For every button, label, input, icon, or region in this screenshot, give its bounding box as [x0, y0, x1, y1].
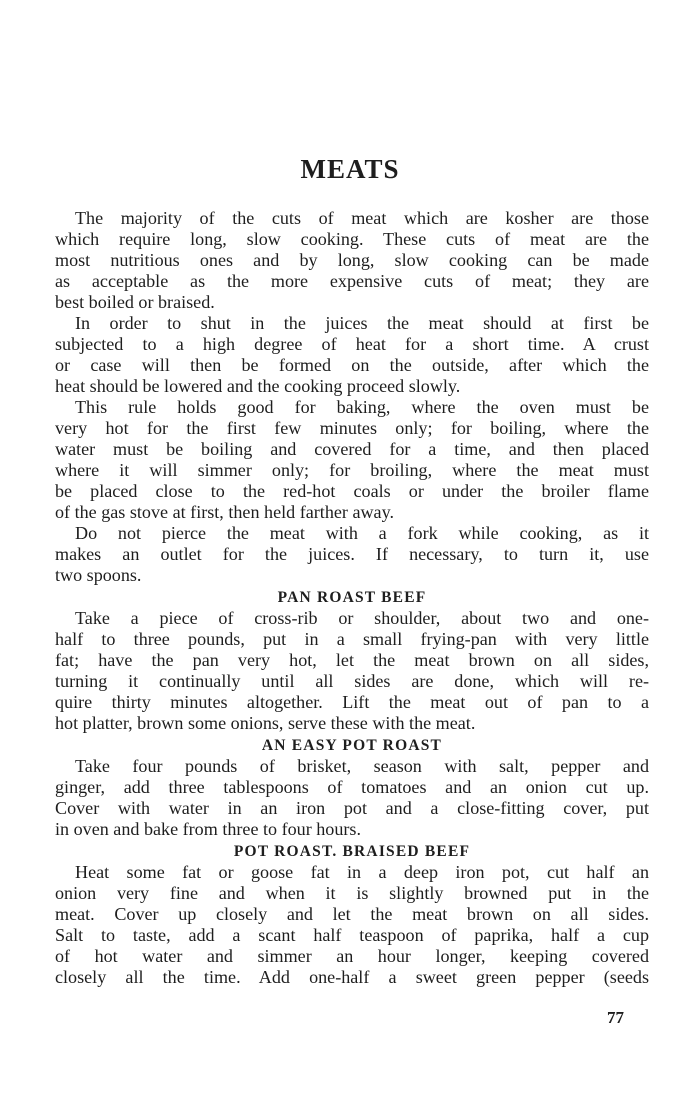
text-line: Take four pounds of brisket, season with salt, pepper and: [75, 756, 649, 776]
text-line: or case will then be formed on the outside, after which the: [55, 355, 649, 375]
text-line: be placed close to the red-hot coals or under the broiler flame: [55, 481, 649, 501]
text-line: The majority of the cuts of meat which are kosher are those: [75, 208, 649, 228]
page-body: [55, 208, 649, 988]
recipe-text: [55, 608, 649, 734]
text-line: Take a piece of cross-rib or shoulder, about two and one-: [75, 608, 649, 628]
text-line: meat. Cover up closely and let the meat brown on all sides.: [55, 904, 649, 924]
paragraph: [55, 523, 649, 586]
text-line: best boiled or braised.: [55, 292, 215, 312]
text-line: most nutritious ones and by long, slow cooking can be made: [55, 250, 649, 270]
text-line: half to three pounds, put in a small frying-pan with very little: [55, 629, 649, 649]
text-line: Do not pierce the meat with a fork while cooking, as it: [75, 523, 649, 543]
text-line: onion very fine and when it is slightly browned put in the: [55, 883, 649, 903]
paragraph: [55, 313, 649, 397]
text-line: Salt to taste, add a scant half teaspoon of paprika, half a cup: [55, 925, 649, 945]
text-line: of the gas stove at first, then held farther away.: [55, 502, 394, 522]
text-line: water must be boiling and covered for a time, and then placed: [55, 439, 649, 459]
text-line: as acceptable as the more expensive cuts of meat; they are: [55, 271, 649, 291]
text-line: turning it continually until all sides are done, which will re-: [55, 671, 649, 691]
recipe-heading: AN EASY POT ROAST: [261, 737, 443, 754]
text-line: which require long, slow cooking. These cuts of meat are the: [55, 229, 649, 249]
text-line: heat should be lowered and the cooking proceed slowly.: [55, 376, 461, 396]
text-line: of hot water and simmer an hour longer, keeping covered: [55, 946, 649, 966]
text-line: fat; have the pan very hot, let the meat brown on all sides,: [55, 650, 649, 670]
paragraph: [55, 208, 649, 313]
text-line: quire thirty minutes altogether. Lift the meat out of pan to a: [55, 692, 649, 712]
text-line: subjected to a high degree of heat for a short time. A crust: [55, 334, 649, 354]
text-line: makes an outlet for the juices. If necessary, to turn it, use: [55, 544, 649, 564]
text-line: In order to shut in the juices the meat should at first be: [75, 313, 649, 333]
recipe-heading: PAN ROAST BEEF: [277, 589, 427, 606]
text-line: Heat some fat or goose fat in a deep iron pot, cut half an: [75, 862, 649, 882]
page-number: 77: [607, 1008, 624, 1027]
text-line: very hot for the first few minutes only; for boiling, where the: [55, 418, 649, 438]
text-line: Cover with water in an iron pot and a close-fitting cover, put: [55, 798, 649, 818]
paragraph: [55, 397, 649, 523]
chapter-title: MEATS: [300, 154, 400, 184]
recipe-heading: POT ROAST. BRAISED BEEF: [233, 843, 471, 860]
recipe-text: [55, 756, 649, 840]
text-line: closely all the time. Add one-half a sweet green pepper (seeds: [55, 967, 649, 987]
text-line: This rule holds good for baking, where the oven must be: [75, 397, 649, 417]
text-line: hot platter, brown some onions, serve these with the meat.: [55, 713, 476, 733]
text-line: two spoons.: [55, 565, 142, 585]
text-line: in oven and bake from three to four hours.: [55, 819, 361, 839]
recipe-text: [55, 862, 649, 988]
text-line: where it will simmer only; for broiling, where the meat must: [55, 460, 649, 480]
text-line: ginger, add three tablespoons of tomatoes and an onion cut up.: [55, 777, 649, 797]
